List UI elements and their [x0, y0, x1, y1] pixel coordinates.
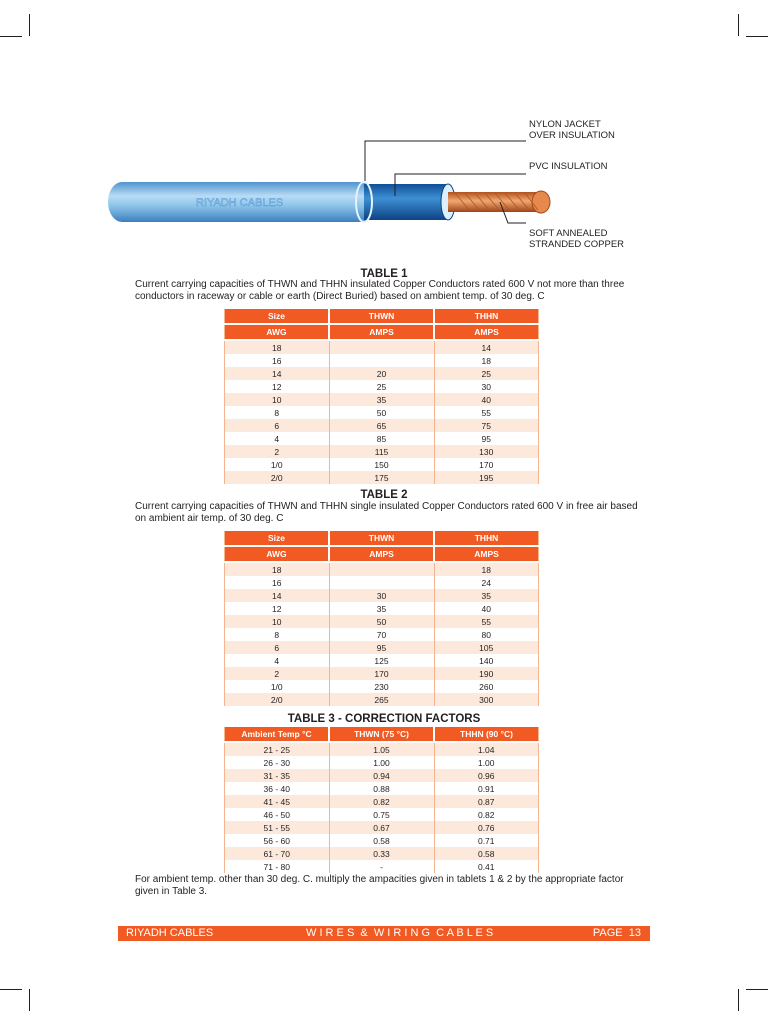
table-row: [225, 380, 539, 393]
header-cell: THWN (75 °C): [329, 727, 434, 742]
header-cell: AWG: [225, 324, 330, 340]
table-row: [225, 458, 539, 471]
table-cell: [329, 576, 434, 589]
table-cell: 10: [225, 615, 330, 628]
table-cell: 0.96: [434, 769, 539, 782]
copper-end: [532, 191, 550, 213]
table-row: [225, 576, 539, 589]
label-nylon-jacket: NYLON JACKET OVER INSULATION: [529, 119, 615, 141]
table-cell: 140: [434, 654, 539, 667]
correction-note: For ambient temp. other than 30 deg. C. multiply the ampacities given in tablets 1 & 2 by the appropriate factor given in Table 3.: [135, 874, 624, 897]
header-cell: Ambient Temp °C: [225, 727, 330, 742]
table-cell: 61 - 70: [225, 847, 330, 860]
footer-title: W I R E S & W I R I N G C A B L E S: [306, 927, 494, 939]
table-row: [225, 406, 539, 419]
table-cell: 40: [434, 602, 539, 615]
table-cell: 1.00: [329, 756, 434, 769]
label-copper: SOFT ANNEALED STRANDED COPPER: [529, 228, 625, 250]
table-row: [225, 562, 539, 576]
table-cell: 6: [225, 419, 330, 432]
table-cell: 170: [434, 458, 539, 471]
table-cell: 0.67: [329, 821, 434, 834]
table-cell: 130: [434, 445, 539, 458]
table-row: [225, 847, 539, 860]
table-row: [225, 471, 539, 484]
table-header-row: [225, 309, 539, 324]
table-row: [225, 860, 539, 873]
table-cell: 0.91: [434, 782, 539, 795]
table-cell: 0.41: [434, 860, 539, 873]
table-cell: 170: [329, 667, 434, 680]
header-cell: AMPS: [329, 546, 434, 562]
table-cell: 8: [225, 628, 330, 641]
table-row: [225, 615, 539, 628]
table-cell: 36 - 40: [225, 782, 330, 795]
table-cell: 55: [434, 406, 539, 419]
table-cell: 0.94: [329, 769, 434, 782]
crop-mark: [29, 989, 30, 1011]
table-cell: [329, 562, 434, 576]
table-row: [225, 693, 539, 706]
header-cell: Size: [225, 531, 330, 546]
table-cell: 6: [225, 641, 330, 654]
table-cell: 95: [329, 641, 434, 654]
table-cell: 18: [225, 340, 330, 354]
table-cell: 1.00: [434, 756, 539, 769]
table-cell: 25: [329, 380, 434, 393]
header-cell: THHN: [434, 531, 539, 546]
leader-nylon: [365, 141, 526, 181]
table-cell: 16: [225, 354, 330, 367]
table-cell: 14: [225, 589, 330, 602]
table-cell: 31 - 35: [225, 769, 330, 782]
table-cell: 230: [329, 680, 434, 693]
table-cell: 25: [434, 367, 539, 380]
table-row: [225, 782, 539, 795]
table-cell: 21 - 25: [225, 742, 330, 756]
table-cell: 80: [434, 628, 539, 641]
cable-brand-text: RIYADH CABLES: [196, 197, 284, 209]
crop-mark: [746, 989, 768, 990]
table-cell: 10: [225, 393, 330, 406]
table-cell: 51 - 55: [225, 821, 330, 834]
header-cell: AMPS: [329, 324, 434, 340]
table-cell: 30: [329, 589, 434, 602]
table-cell: 0.58: [434, 847, 539, 860]
table-row: [225, 367, 539, 380]
header-cell: THWN: [329, 309, 434, 324]
table-cell: 2: [225, 445, 330, 458]
table-row: [225, 419, 539, 432]
table-cell: 4: [225, 654, 330, 667]
table-cell: 8: [225, 406, 330, 419]
table-cell: [329, 354, 434, 367]
table2: [224, 531, 539, 706]
table-cell: 0.87: [434, 795, 539, 808]
table-row: [225, 340, 539, 354]
table-cell: 95: [434, 432, 539, 445]
table-row: [225, 432, 539, 445]
table1-title: TABLE 1: [360, 268, 408, 280]
table-cell: 0.71: [434, 834, 539, 847]
table-cell: 26 - 30: [225, 756, 330, 769]
header-cell: AWG: [225, 546, 330, 562]
table-cell: 18: [225, 562, 330, 576]
header-cell: THWN: [329, 531, 434, 546]
table1-description: Current carrying capacities of THWN and THHN insulated Copper Conductors rated 600 V not more than three conductors in raceway or cable or earth (Direct Buried) based on ambient temp. of 30 deg. C: [135, 279, 625, 302]
table3: [224, 727, 539, 873]
table-cell: 2/0: [225, 693, 330, 706]
table-cell: 4: [225, 432, 330, 445]
table-row: [225, 821, 539, 834]
table-row: [225, 742, 539, 756]
table-cell: 0.82: [329, 795, 434, 808]
table-cell: 125: [329, 654, 434, 667]
table-cell: 18: [434, 562, 539, 576]
table-cell: 75: [434, 419, 539, 432]
table-cell: 195: [434, 471, 539, 484]
table-row: [225, 393, 539, 406]
table-cell: 85: [329, 432, 434, 445]
table-row: [225, 602, 539, 615]
label-pvc-insulation: PVC INSULATION: [529, 161, 608, 172]
table2-title: TABLE 2: [360, 489, 408, 501]
table-cell: 300: [434, 693, 539, 706]
crop-mark: [738, 989, 739, 1011]
table-header-row: [225, 727, 539, 742]
table-row: [225, 628, 539, 641]
table-row: [225, 354, 539, 367]
table-cell: 65: [329, 419, 434, 432]
table-row: [225, 808, 539, 821]
table-cell: 70: [329, 628, 434, 641]
header-cell: THHN: [434, 309, 539, 324]
table-cell: [329, 340, 434, 354]
table-cell: 50: [329, 406, 434, 419]
header-cell: Size: [225, 309, 330, 324]
table-cell: 175: [329, 471, 434, 484]
header-cell: THHN (90 °C): [434, 727, 539, 742]
table-cell: 0.88: [329, 782, 434, 795]
table-cell: 12: [225, 602, 330, 615]
table-cell: 0.33: [329, 847, 434, 860]
table-cell: 1.04: [434, 742, 539, 756]
table-header-row: [225, 546, 539, 562]
table-cell: 2/0: [225, 471, 330, 484]
table-cell: -: [329, 860, 434, 873]
table-cell: 16: [225, 576, 330, 589]
table2-description: Current carrying capacities of THWN and THHN single insulated Copper Conductors rated 600 V in free air based on ambient air temp. of 30 deg. C: [135, 501, 638, 524]
table-cell: 50: [329, 615, 434, 628]
crop-mark: [0, 989, 22, 990]
table-cell: 0.75: [329, 808, 434, 821]
table-cell: 71 - 80: [225, 860, 330, 873]
table-row: [225, 680, 539, 693]
cable-illustration: [0, 0, 768, 260]
table-row: [225, 654, 539, 667]
table-cell: 105: [434, 641, 539, 654]
table-cell: 24: [434, 576, 539, 589]
table-cell: 1.05: [329, 742, 434, 756]
table-cell: 40: [434, 393, 539, 406]
table-cell: 56 - 60: [225, 834, 330, 847]
table-cell: 1/0: [225, 458, 330, 471]
footer-bar: [118, 926, 650, 941]
footer-page-number: PAGE 13: [592, 927, 641, 939]
table1: [224, 309, 539, 484]
table-cell: 14: [225, 367, 330, 380]
header-cell: AMPS: [434, 324, 539, 340]
pvc-insulation: [364, 184, 448, 220]
table-row: [225, 667, 539, 680]
table-header-row: [225, 531, 539, 546]
header-cell: AMPS: [434, 546, 539, 562]
table-cell: 20: [329, 367, 434, 380]
table-cell: 46 - 50: [225, 808, 330, 821]
table-row: [225, 589, 539, 602]
table-cell: 260: [434, 680, 539, 693]
table-cell: 12: [225, 380, 330, 393]
table-row: [225, 769, 539, 782]
table-cell: 190: [434, 667, 539, 680]
table-cell: 35: [329, 393, 434, 406]
table-cell: 30: [434, 380, 539, 393]
table-row: [225, 795, 539, 808]
table-cell: 265: [329, 693, 434, 706]
table-cell: 115: [329, 445, 434, 458]
table-cell: 14: [434, 340, 539, 354]
footer-brand: RIYADH CABLES: [126, 927, 214, 939]
table-row: [225, 756, 539, 769]
table-row: [225, 834, 539, 847]
table-header-row: [225, 324, 539, 340]
table-row: [225, 641, 539, 654]
table-cell: 2: [225, 667, 330, 680]
table-cell: 0.58: [329, 834, 434, 847]
table3-title: TABLE 3 - CORRECTION FACTORS: [287, 713, 481, 725]
table-cell: 55: [434, 615, 539, 628]
table-cell: 150: [329, 458, 434, 471]
table-cell: 1/0: [225, 680, 330, 693]
table-cell: 18: [434, 354, 539, 367]
table-cell: 0.76: [434, 821, 539, 834]
table-cell: 35: [329, 602, 434, 615]
table-cell: 35: [434, 589, 539, 602]
table-cell: 41 - 45: [225, 795, 330, 808]
table-cell: 0.82: [434, 808, 539, 821]
table-row: [225, 445, 539, 458]
